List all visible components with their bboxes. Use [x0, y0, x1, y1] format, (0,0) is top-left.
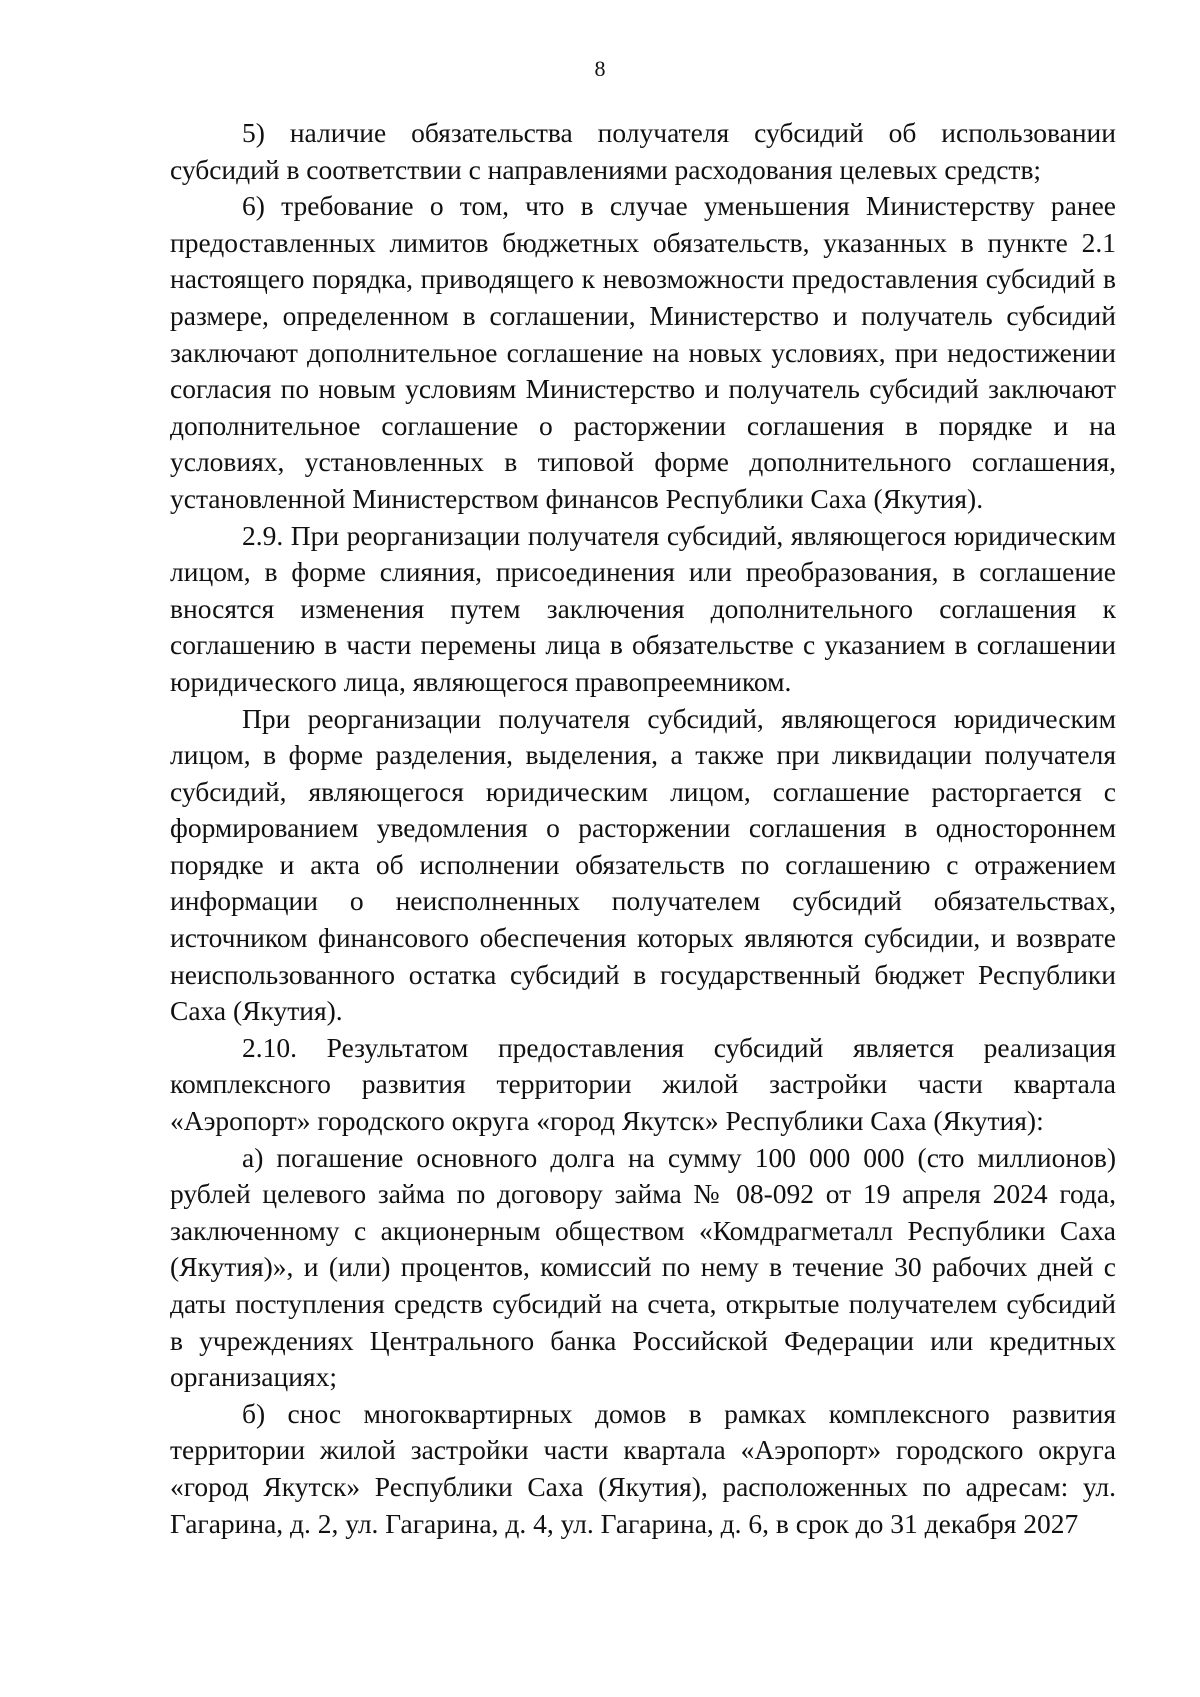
- page-number: 8: [594, 56, 606, 81]
- paragraph-clause-2-9: 2.9. При реорганизации получателя субсидий, являющегося юридическим лицом, в форме слияния, присоединения или преобразования, в соглашение вносятся изменения путем заключения дополнительного соглашения к соглашению в части перемены лица в обязательстве с указанием в соглашении юридического лица, являющегося правопреемником.: [170, 519, 1116, 697]
- paragraph-item-b: б) снос многоквартирных домов в рамках комплексного развития территории жилой застройки части квартала «Аэропорт» городского округа «город Якутск» Республики Саха (Якутия), расположенных по адресам: ул. Гагарина, д. 2, ул. Гагарина, д. 4, ул. Гагарина, д. 6, в срок до 31 декабря 2027: [170, 1397, 1116, 1539]
- paragraph-item-5: 5) наличие обязательства получателя субсидий об использовании субсидий в соответствии с направлениями расходования целевых средств;: [170, 117, 1116, 185]
- document-body: [170, 115, 1116, 1542]
- paragraph-reorganization: При реорганизации получателя субсидий, являющегося юридическим лицом, в форме разделения, выделения, а также при ликвидации получателя субсидий, являющегося юридическим лицом, соглашение расторгается с формированием уведомления о расторжении соглашения в одностороннем порядке и акта об исполнении обязательств по соглашению с отражением информации о неисполненных получателем субсидий обязательствах, источником финансового обеспечения которых являются субсидии, и возврате неиспользованного остатка субсидий в государственный бюджет Республики Саха (Якутия).: [170, 702, 1116, 1027]
- paragraph-clause-2-10: 2.10. Результатом предоставления субсидий является реализация комплексного развития территории жилой застройки части квартала «Аэропорт» городского округа «город Якутск» Республики Саха (Якутия):: [170, 1031, 1116, 1137]
- paragraph-item-6: 6) требование о том, что в случае уменьшения Министерству ранее предоставленных лимитов бюджетных обязательств, указанных в пункте 2.1 настоящего порядка, приводящего к невозможности предоставления субсидий в размере, определенном в соглашении, Министерство и получатель субсидий заключают дополнительное соглашение на новых условиях, при недостижении согласия по новым условиям Министерство и получатель субсидий заключают дополнительное соглашение о расторжении соглашения в порядке и на условиях, установленных в типовой форме дополнительного соглашения, установленной Министерством финансов Республики Саха (Якутия).: [170, 190, 1116, 514]
- paragraph-item-a: а) погашение основного долга на сумму 100 000 000 (сто миллионов) рублей целевого займа по договору займа № 08-092 от 19 апреля 2024 года, заключенному с акционерным обществом «Комдрагметалл Республики Саха (Якутия)», и (или) процентов, комиссий по нему в течение 30 рабочих дней с даты поступления средств субсидий на счета, открытые получателем субсидий в учреждениях Центрального банка Российской Федерации или кредитных организациях;: [170, 1141, 1116, 1393]
